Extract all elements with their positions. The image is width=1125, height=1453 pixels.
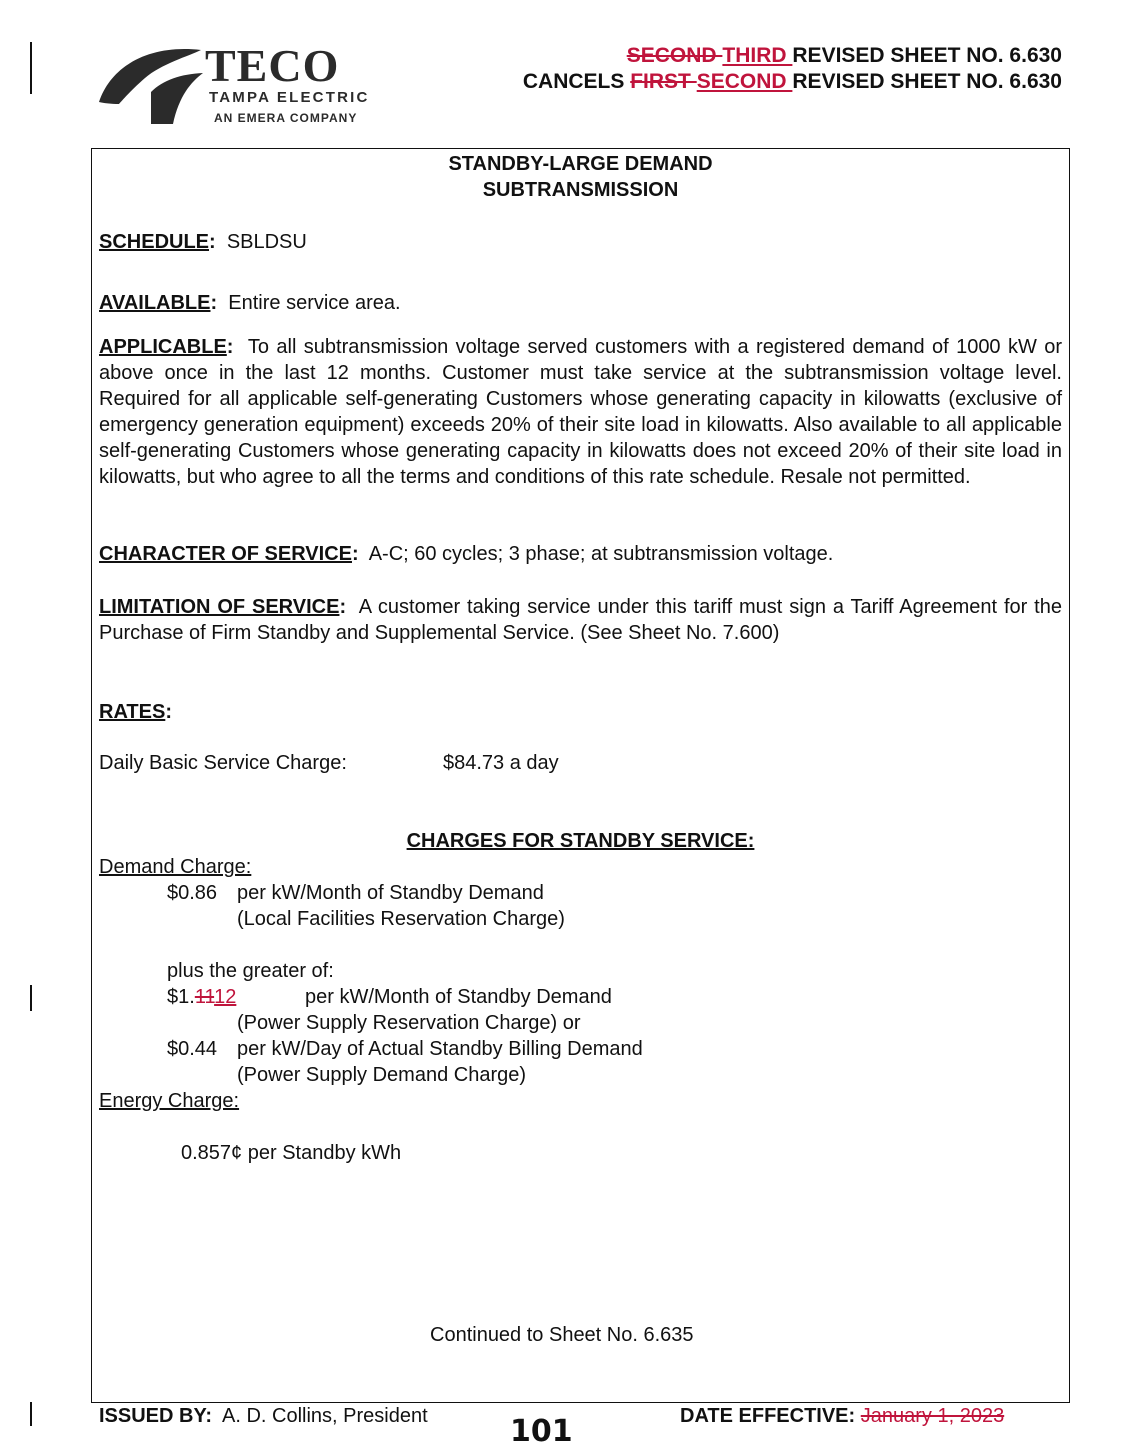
logo-tagline: AN EMERA COMPANY (214, 111, 358, 125)
schedule-line: SCHEDULE: SBLDSU (99, 231, 307, 253)
date-effective-deleted: January 1, 2023 (860, 1405, 1005, 1427)
local-facilities-amount: $0.86 (167, 882, 218, 904)
logo-name: TECO (205, 40, 340, 91)
character-value: A-C; 60 cycles; 3 phase; at subtransmission voltage. (368, 543, 834, 565)
issued-by-label: ISSUED BY (99, 1405, 206, 1427)
document-title: STANDBY-LARGE DEMAND (448, 153, 713, 175)
sheet-number-line (627, 43, 1062, 69)
logo-subtitle: TAMPA ELECTRIC (209, 89, 370, 106)
revision-bar-top (30, 42, 32, 94)
character-line: CHARACTER OF SERVICE: A-C; 60 cycles; 3 phase; at subtransmission voltage. (99, 543, 834, 565)
applicable-text: To all subtransmission voltage served customers with a registered demand of 1000 kW or above once in the last 12 months. Customer must take service at the subtransmission voltage level. Required for all applicable self-generating Customers whose generating capacity in kilowatts (exclusive of emergency generation equipment) exceeds 20% of their site load in kilowatts. Also available to all applicable self-generating Customers whose generating capacity in kilowatts does not exceed 20% of their site load in kilowatts, but who agree to all the terms and conditions of this rate schedule. Resale not permitted. (99, 336, 1062, 488)
demand-charge-label: Demand Charge: (99, 856, 252, 878)
cancels-prefix: CANCELS (522, 70, 631, 93)
psr-inserted-value: 12 (214, 986, 237, 1008)
sheet-inserted-text: THIRD (722, 44, 793, 67)
power-supply-reservation-desc: per kW/Month of Standby Demand (305, 986, 612, 1008)
revision-bar-mid (30, 985, 32, 1011)
limitation-label: LIMITATION OF SERVICE (99, 596, 340, 618)
issued-by-value: A. D. Collins, President (222, 1405, 428, 1427)
revision-bar-bottom (30, 1402, 32, 1426)
power-supply-reservation-amount (167, 984, 236, 1010)
standby-heading-text: CHARGES FOR STANDBY SERVICE: (406, 830, 755, 852)
psr-prefix: $1. (167, 986, 195, 1008)
date-effective-label: DATE EFFECTIVE: (680, 1405, 856, 1427)
standby-heading (91, 828, 1070, 854)
local-facilities-desc: per kW/Month of Standby Demand (237, 882, 544, 904)
date-effective-line (680, 1403, 1004, 1429)
local-facilities-note: (Local Facilities Reservation Charge) (237, 908, 565, 930)
energy-charge-value: 0.857¢ per Standby kWh (181, 1142, 402, 1164)
energy-charge-label: Energy Charge: (99, 1090, 240, 1112)
sheet-number-text: REVISED SHEET NO. 6.630 (792, 44, 1062, 67)
company-logo (97, 40, 427, 130)
available-line: AVAILABLE: Entire service area. (99, 292, 401, 314)
schedule-value: SBLDSU (226, 231, 307, 253)
continued-note: Continued to Sheet No. 6.635 (430, 1324, 694, 1346)
psr-deleted-value: 11 (194, 986, 215, 1008)
applicable-paragraph: APPLICABLE: To all subtransmission voltage served customers with a registered demand of 1000 kW or above once in the last 12 months. Customer must take service at the subtransmission voltage level. Required for all applicable self-generating Customers whose generating capacity in kilowatts (exclusive of emergency generation equipment) exceeds 20% of their site load in kilowatts. Also available to all applicable self-generating Customers whose generating capacity in kilowatts does not exceed 20% of their site load in kilowatts, but who agree to all the terms and conditions of this rate schedule. Resale not permitted. (99, 336, 1062, 488)
applicable-label: APPLICABLE (99, 336, 227, 358)
issued-by-line: ISSUED BY: A. D. Collins, President (99, 1405, 428, 1427)
plus-greater-of: plus the greater of: (167, 960, 334, 982)
cancels-sheet-line (523, 69, 1062, 95)
teco-swoosh-icon (97, 40, 209, 130)
rates-heading: RATES: (99, 701, 172, 723)
cancels-deleted-text: FIRST (630, 70, 697, 93)
page-number: 101 (510, 1414, 573, 1449)
cancels-inserted-text: SECOND (696, 70, 793, 93)
cancels-sheet-text: REVISED SHEET NO. 6.630 (792, 70, 1062, 93)
character-label: CHARACTER OF SERVICE (99, 543, 352, 565)
available-value: Entire service area. (228, 292, 401, 314)
available-label: AVAILABLE (99, 292, 211, 314)
limitation-paragraph: LIMITATION OF SERVICE: A customer taking service under this tariff must sign a Tariff Agreement for the Purchase of Firm Standby and Supplemental Service. (See Sheet No. 7.600) (99, 596, 1062, 644)
power-supply-demand-note: (Power Supply Demand Charge) (237, 1064, 527, 1086)
basic-charge-label: Daily Basic Service Charge: (99, 752, 347, 774)
sheet-deleted-text: SECOND (626, 44, 723, 67)
power-supply-demand-desc: per kW/Day of Actual Standby Billing Demand (237, 1038, 643, 1060)
power-supply-demand-amount: $0.44 (167, 1038, 218, 1060)
document-subtitle: SUBTRANSMISSION (482, 179, 679, 201)
power-supply-reservation-note: (Power Supply Reservation Charge) or (237, 1012, 581, 1034)
limitation-text: A customer taking service under this tariff must sign a Tariff Agreement for the Purchase of Firm Standby and Supplemental Service. (See Sheet No. 7.600) (99, 596, 1062, 644)
rates-label: RATES (99, 701, 166, 723)
basic-charge-value: $84.73 a day (443, 752, 559, 774)
schedule-label: SCHEDULE (99, 231, 210, 253)
